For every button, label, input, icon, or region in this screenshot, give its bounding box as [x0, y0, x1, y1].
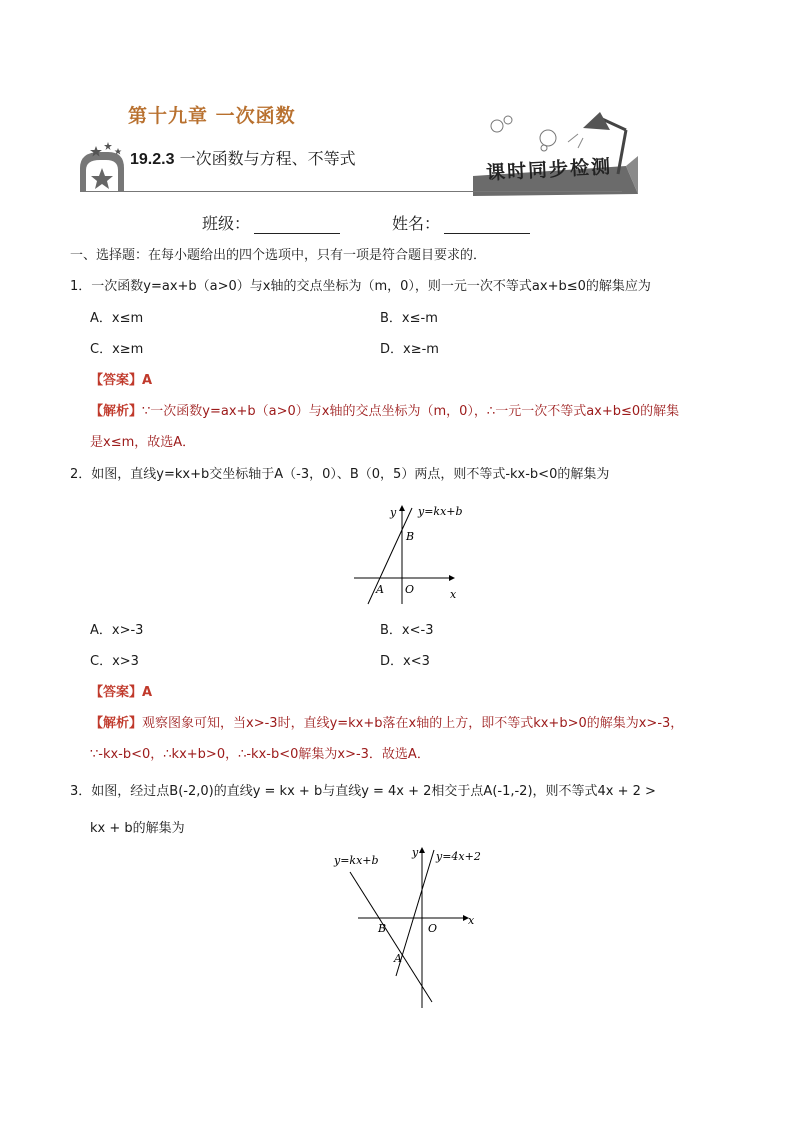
q1-answer-value: A [142, 373, 153, 388]
section-title [130, 146, 356, 169]
q2-analysis-2: ∵-kx-b<0，∴kx+b>0，∴-kx-b<0解集为x>-3．故选A． [90, 747, 430, 762]
q2-option-a[interactable]: A．x>-3 [90, 623, 144, 638]
q1-option-d[interactable]: D．x≥-m [380, 342, 439, 357]
name-field[interactable] [392, 211, 530, 234]
q3-line-kx-b [350, 872, 432, 1002]
q1-number: 1． [70, 279, 92, 294]
q1-answer [90, 372, 152, 390]
q2-stem [70, 466, 609, 484]
q2-answer [90, 684, 152, 702]
q2-point-a: A [376, 583, 384, 596]
class-field[interactable] [202, 211, 340, 234]
q2-analysis-1 [90, 715, 683, 733]
banner-text: 课时同步检测 [485, 155, 613, 185]
q2-origin: O [405, 583, 415, 596]
q1-option-a[interactable]: A．x≤m [90, 311, 144, 326]
q2-option-d[interactable]: D．x<3 [380, 654, 430, 669]
section-number: 19.2.3 [130, 151, 175, 168]
instructions: 一、选择题：在每小题给出的四个选项中，只有一项是符合题目要求的． [70, 248, 487, 263]
q2-answer-value: A [142, 685, 153, 700]
section-name: 一次函数与方程、不等式 [179, 149, 356, 168]
q2-number: 2． [70, 467, 92, 482]
q2-y-label: y [390, 506, 397, 519]
q2-line-label: y=kx+b [418, 505, 463, 518]
q1-option-b[interactable]: B．x≤-m [380, 311, 438, 326]
q2-analysis-tag: 【解析】 [90, 716, 143, 731]
q3-origin: O [428, 922, 438, 935]
chapter-title: 第十九章 一次函数 [128, 105, 296, 127]
q1-analysis-1 [90, 403, 679, 421]
q1-answer-tag: 【答案】 [90, 373, 143, 388]
header-rule [82, 191, 622, 192]
q3-point-a: A [394, 952, 402, 965]
q1-analysis-text-1: ∵一次函数y=ax+b（a>0）与x轴的交点坐标为（m，0），∴一元一次不等式ax+b≤0的解集 [142, 404, 680, 419]
q3-y-label: y [412, 846, 419, 859]
q3-text-1: 如图，经过点B(-2,0)的直线y = kx + b与直线y = 4x + 2相交于点A(-1,-2)，则不等式4x + 2 > [91, 784, 656, 799]
q1-text: 一次函数y=ax+b（a>0）与x轴的交点坐标为（m，0），则一元一次不等式ax+b≤0的解集应为 [91, 279, 651, 294]
q3-stem-2: kx + b的解集为 [90, 821, 185, 836]
q2-graph [350, 500, 470, 606]
star-emblem-icon [80, 142, 124, 192]
name-blank[interactable] [444, 216, 530, 234]
q3-point-b: B [378, 922, 387, 935]
q3-number: 3． [70, 784, 92, 799]
q2-analysis-text-1: 观察图象可知，当x>-3时，直线y=kx+b落在x轴的上方，即不等式kx+b>0的解集为x>-3， [142, 716, 684, 731]
class-label: 班级： [202, 214, 251, 233]
name-label: 姓名： [392, 214, 441, 233]
q1-stem [70, 278, 651, 296]
q3-x-label: x [468, 914, 475, 927]
q2-answer-tag: 【答案】 [90, 685, 143, 700]
q2-option-c[interactable]: C．x>3 [90, 654, 139, 669]
q1-option-c[interactable]: C．x≥m [90, 342, 144, 357]
q2-x-label: x [450, 588, 457, 601]
q2-text: 如图，直线y=kx+b交坐标轴于A（-3，0）、B（0，5）两点，则不等式-kx-b<0的解集为 [91, 467, 610, 482]
q3-line2-label: y=4x+2 [436, 850, 481, 863]
class-blank[interactable] [254, 216, 340, 234]
q3-stem-1 [70, 783, 656, 801]
q3-line1-label: y=kx+b [334, 854, 379, 867]
q3-graph [332, 842, 482, 1012]
q1-analysis-2: 是x≤m，故选A． [90, 435, 196, 450]
q1-analysis-tag: 【解析】 [90, 404, 143, 419]
q2-option-b[interactable]: B．x<-3 [380, 623, 434, 638]
q2-point-b: B [406, 530, 415, 543]
